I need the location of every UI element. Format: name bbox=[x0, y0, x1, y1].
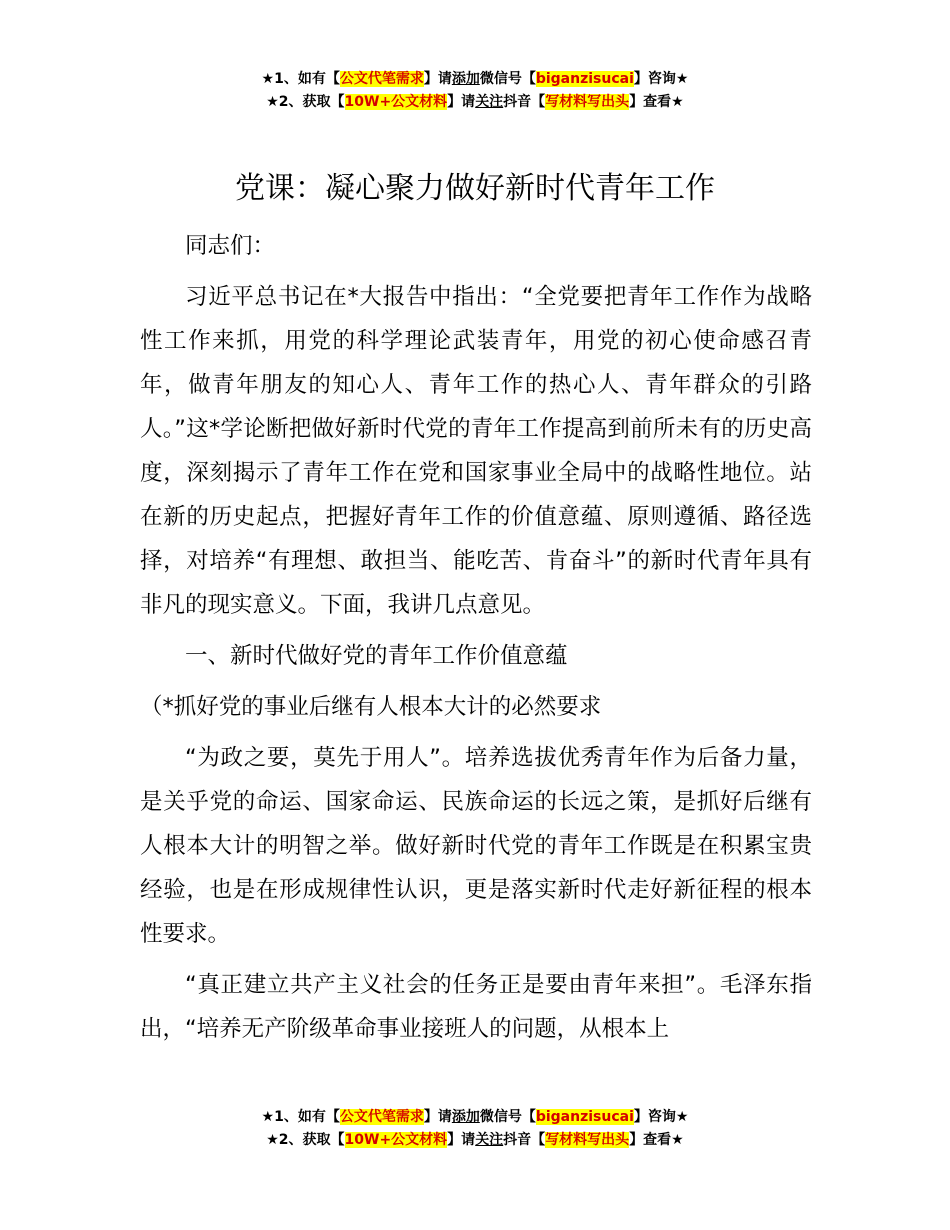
section-heading: 一、新时代做好党的青年工作价值意蕴 bbox=[185, 643, 568, 669]
promo-highlight: 10W+公文材料 bbox=[344, 94, 448, 110]
promo-line-2: ★2、获取【10W+公文材料】请关注抖音【写材料写出头】查看★ bbox=[266, 94, 684, 110]
promo-highlight: biganzisucai bbox=[535, 1109, 634, 1125]
salutation: 同志们： bbox=[185, 233, 276, 259]
body-paragraph: 习近平总书记在*大报告中指出：“全党要把青年工作作为战略性工作来抓，用党的科学理论武装青年，用党的初心使命感召青年，做青年朋友的知心人、青年工作的热心人、青年群众的引路人。”这*学论断把做好新时代党的青年工作提高到前所未有的历史高度，深刻揭示了青年工作在党和国家事业全局中的战略性地位。站在新的历史起点，把握好青年工作的价值意蕴、原则遵循、路径选择，对培养“有理想、敢担当、能吃苦、肯奋斗”的新时代青年具有非凡的现实意义。下面，我讲几点意见。 bbox=[140, 284, 812, 618]
footer-promo-banner bbox=[0, 1106, 950, 1152]
promo-highlight: biganzisucai bbox=[535, 71, 634, 87]
promo-highlight: 公文代笔需求 bbox=[339, 1109, 424, 1125]
promo-highlight: 写材料写出头 bbox=[545, 1132, 630, 1148]
header-promo-banner bbox=[0, 68, 950, 114]
document-body bbox=[140, 224, 812, 1058]
promo-line-1: ★1、如有【公文代笔需求】请添加微信号【biganzisucai】咨询★ bbox=[261, 1109, 689, 1125]
document-title: 党课：凝心聚力做好新时代青年工作 bbox=[235, 171, 715, 206]
promo-highlight: 公文代笔需求 bbox=[339, 71, 424, 87]
subsection-heading: （*抓好党的事业后继有人根本大计的必然要求 bbox=[140, 694, 602, 720]
promo-highlight: 10W+公文材料 bbox=[344, 1132, 448, 1148]
promo-highlight: 写材料写出头 bbox=[545, 94, 630, 110]
body-paragraph: “为政之要，莫先于用人”。培养选拔优秀青年作为后备力量，是关乎党的命运、国家命运、民族命运的长远之策，是抓好后继有人根本大计的明智之举。做好新时代党的青年工作既是在积累宝贵经验，也是在形成规律性认识，更是落实新时代走好新征程的根本性要求。 bbox=[140, 745, 812, 947]
body-paragraph: “真正建立共产主义社会的任务正是要由青年来担”。毛泽东指出，“培养无产阶级革命事业接班人的问题，从根本上 bbox=[140, 972, 812, 1042]
promo-line-1: ★1、如有【公文代笔需求】请添加微信号【biganzisucai】咨询★ bbox=[261, 71, 689, 87]
promo-line-2: ★2、获取【10W+公文材料】请关注抖音【写材料写出头】查看★ bbox=[266, 1132, 684, 1148]
